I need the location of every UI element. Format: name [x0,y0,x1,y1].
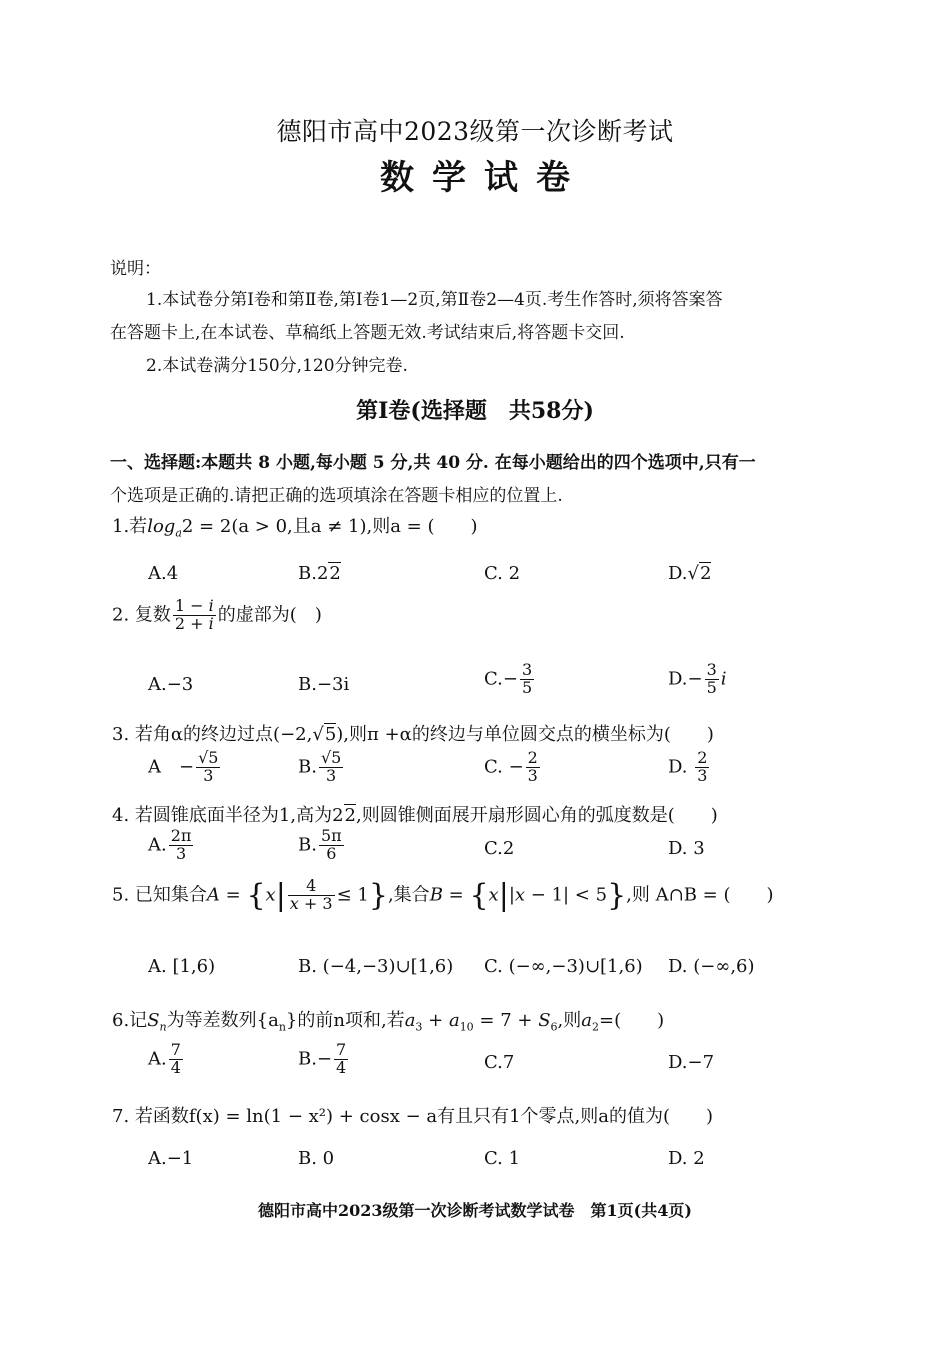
q7-option-b: B. 0 [298,1148,335,1169]
question-7: 7. 若函数f(x) = ln(1 − x²) + cosx − a有且只有1个零点,则a的值为( ) [112,1106,714,1127]
q4-option-d: D. 3 [668,838,705,859]
section-instruction-b: 个选项是正确的.请把正确的选项填涂在答题卡相应的位置上. [110,486,563,506]
section-title: 第Ⅰ卷(选择题 共58分) [356,398,594,424]
q5-option-c: C. (−∞,−3)∪[1,6) [484,956,643,977]
q4-option-a: A. $\frac{2\pi}{3}$ [148,826,192,863]
q1-option-a: A.4 [148,563,179,584]
q1-option-b: B.22 [298,563,341,584]
q6-option-c: C.7 [484,1052,515,1073]
q1-option-c: C. 2 [484,563,521,584]
question-6: 6.记$S_n$为等差数列$\{a_n\}$的前n项和,若$a_3 + a_{10} = 7 + S_6$,则$a_2=$( ) [112,1010,665,1034]
question-5: 5. 已知集合A = {x| $\frac{4}{x + 3}$ ≤ 1},集合B = {x||x − 1| < 5},则 A∩B = ( ) [112,876,774,913]
q7-option-a: A.−1 [148,1148,194,1169]
q1-option-d: D.√2 [668,563,712,584]
section-instruction-a: 一、选择题:本题共 8 小题,每小题 5 分,共 40 分. 在每小题给出的四个选项中,只有一 [110,453,756,473]
q5-option-d: D. (−∞,6) [668,956,755,977]
q2-option-d: D.− $\frac{3}{5}$ i [668,660,727,697]
question-2: 2. 复数 $\frac{1 - i}{2 + i}$ 的虚部为( ) [112,596,322,633]
q3-option-a: A − $\frac{√5}{3}$ [148,748,219,785]
q5-option-b: B. (−4,−3)∪[1,6) [298,956,454,977]
q7-option-d: D. 2 [668,1148,705,1169]
note-line-2: 2.本试卷满分150分,120分钟完卷. [146,356,408,376]
q2-option-b: B.−3i [298,674,350,695]
q7-option-c: C. 1 [484,1148,521,1169]
q2-option-c: C.− $\frac{3}{5}$ [484,660,533,697]
q2-prefix: 2. 复数 [112,604,171,626]
q3-option-b: B. $\frac{√5}{3}$ [298,748,342,785]
q6-option-b: B.− $\frac{7}{4}$ [298,1040,347,1077]
note-line-1a: 1.本试卷分第Ⅰ卷和第Ⅱ卷,第Ⅰ卷1—2页,第Ⅱ卷2—4页.考生作答时,须将答案答 [146,290,723,310]
question-3: 3. 若角α的终边过点(−2,√5),则π +α的终边与单位圆交点的横坐标为( ) [112,724,714,745]
exam-title: 德阳市高中2023级第一次诊断考试 [276,117,674,146]
q6-option-a: A. $\frac{7}{4}$ [148,1040,181,1077]
q4-option-c: C.2 [484,838,515,859]
q2-suffix: 的虚部为( ) [217,604,322,626]
q4-option-b: B. $\frac{5\pi}{6}$ [298,826,342,863]
q1-condition: (a > 0,且a ≠ 1),则a = ( ) [231,516,478,537]
exam-subtitle: 数学试卷 [380,158,588,198]
question-1: 1.若$\log_a2 = 2(a > 0$,且a ≠ 1),则a = ( ) [112,516,478,540]
q3-option-c: C. − $\frac{2}{3}$ [484,748,538,785]
q6-option-d: D.−7 [668,1052,715,1073]
q1-prefix: 1.若 [112,516,148,537]
page-footer: 德阳市高中2023级第一次诊断考试数学试卷 第1页(共4页) [258,1201,692,1220]
question-4: 4. 若圆锥底面半径为1,高为22,则圆锥侧面展开扇形圆心角的弧度数是( ) [112,805,718,826]
q5-option-a: A. [1,6) [148,956,216,977]
q2-option-a: A.−3 [148,674,194,695]
notes-label: 说明： [110,259,161,279]
q3-option-d: D. $\frac{2}{3}$ [668,748,708,785]
note-line-1b: 在答题卡上,在本试卷、草稿纸上答题无效.考试结束后,将答题卡交回. [110,323,625,343]
